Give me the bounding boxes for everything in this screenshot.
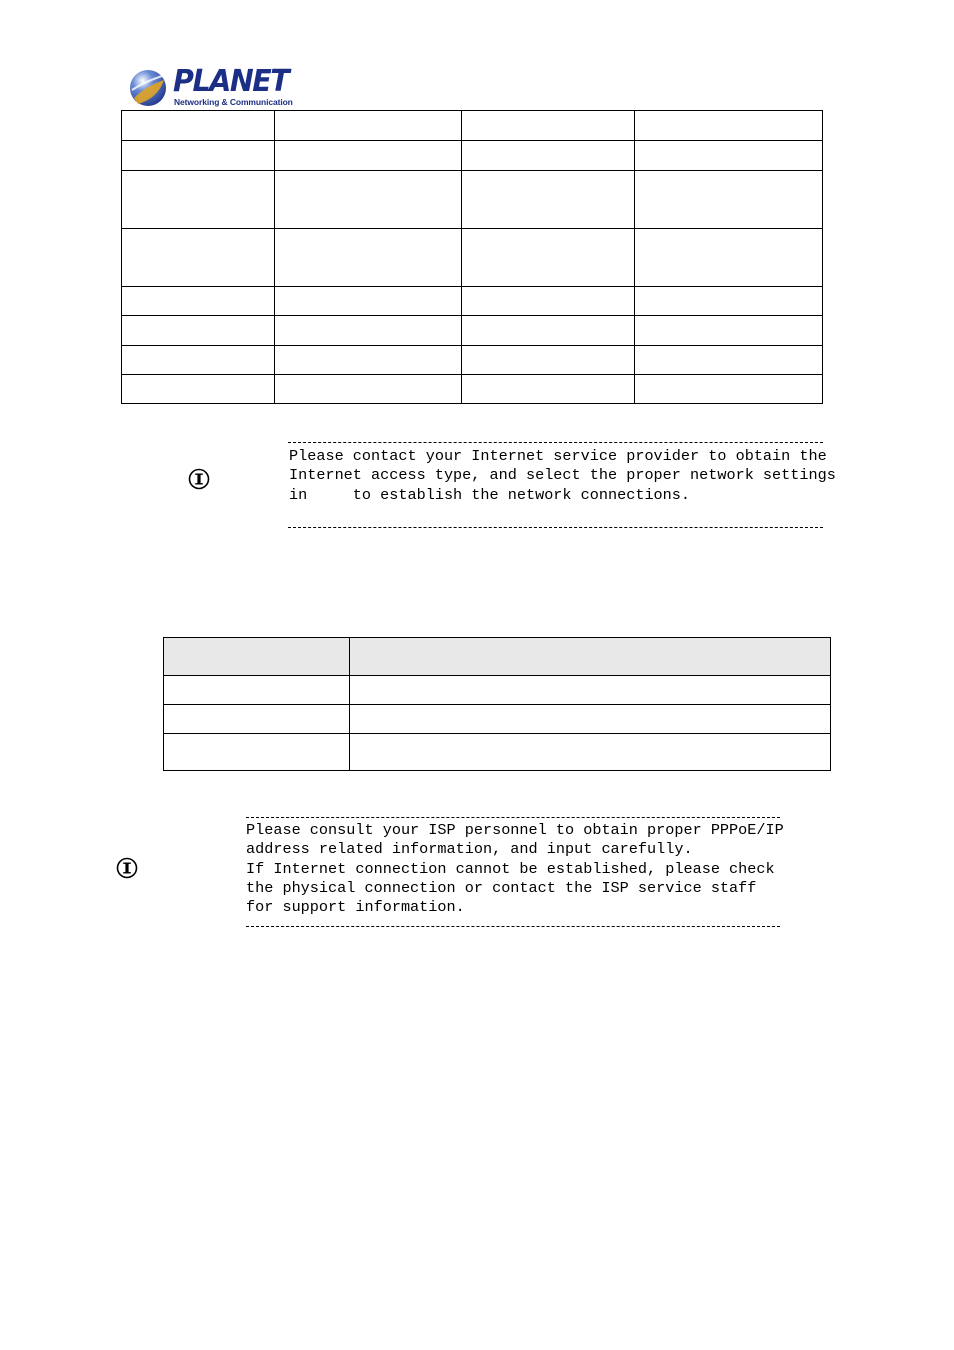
table-cell [275,111,462,141]
table-cell [275,375,462,404]
table-cell [635,287,823,316]
info-circle-icon [188,468,210,490]
table-cell [635,141,823,171]
table-row [122,171,823,229]
table-cell [462,141,635,171]
table-cell [275,141,462,171]
table-row [164,734,831,771]
pppoe-settings-table [163,637,831,771]
table-cell [462,375,635,404]
table-cell [164,734,350,771]
table-cell [275,229,462,287]
table-cell [635,316,823,346]
table-cell [122,316,275,346]
table-row [164,676,831,705]
table-cell [122,171,275,229]
table-cell [275,316,462,346]
note-divider-top [288,442,823,443]
table-header-cell [164,638,350,676]
note-line: for support information. [246,898,465,917]
table-cell [635,171,823,229]
table-row [122,346,823,375]
table-cell [122,111,275,141]
table-cell [635,375,823,404]
table-cell [462,316,635,346]
note-divider-bottom [246,926,780,927]
table-cell [350,705,831,734]
note-divider-bottom [288,527,823,528]
table-cell [275,346,462,375]
table-row [122,111,823,141]
network-settings-table [121,110,823,404]
table-cell [462,229,635,287]
table-cell [164,676,350,705]
table-cell [350,676,831,705]
brand-name: PLANET [173,64,289,99]
planet-logo [128,64,293,108]
table-cell [275,171,462,229]
note-line: address related information, and input carefully. [246,840,693,859]
table-cell [635,229,823,287]
table-row [122,287,823,316]
table-cell [635,111,823,141]
table-cell [164,705,350,734]
note-text [289,447,836,505]
table-cell [635,346,823,375]
table-header-cell [350,638,831,676]
table-row [122,229,823,287]
note-line: If Internet connection cannot be established, please check [246,859,775,878]
note-line: the physical connection or contact the ISP service staff [246,878,757,897]
table-cell [462,346,635,375]
globe-icon [128,68,168,108]
table-cell [122,141,275,171]
table-row [122,316,823,346]
table-cell [462,111,635,141]
table-row [122,375,823,404]
table-cell [122,287,275,316]
table-cell [122,229,275,287]
note-line: Please contact your Internet service provider to obtain the [289,447,827,465]
note-line: Internet access type, and select the proper network settings [289,466,836,485]
note-divider-top [246,817,780,818]
table-header-row [164,638,831,676]
table-cell [275,287,462,316]
table-row [164,705,831,734]
table-cell [122,346,275,375]
info-circle-icon [116,857,138,879]
note-line: Please consult your ISP personnel to obtain proper PPPoE/IP [246,821,784,839]
table-cell [122,375,275,404]
table-row [122,141,823,171]
note-text [246,821,784,917]
table-cell [462,171,635,229]
brand-tagline: Networking & Communication [174,97,293,107]
table-cell [462,287,635,316]
table-cell [350,734,831,771]
note-line: in to establish the network connections. [289,485,691,504]
